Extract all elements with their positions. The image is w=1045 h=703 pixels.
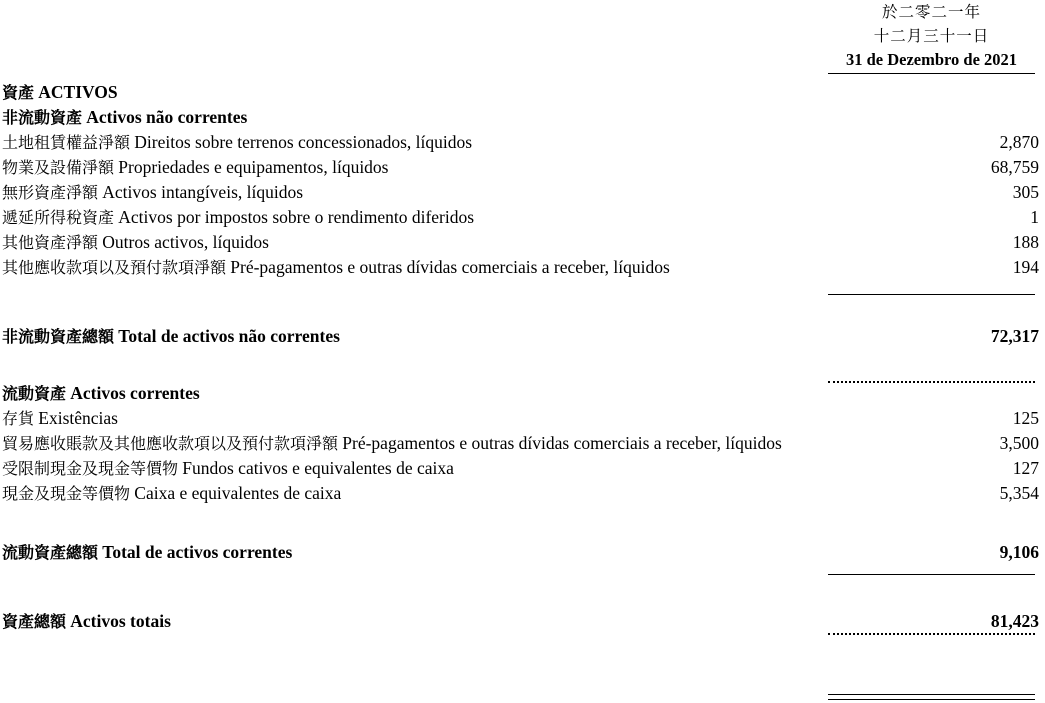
table-row <box>0 481 1045 506</box>
line-item-label-pt: Outros activos, líquidos <box>102 232 269 252</box>
line-item-label-pt: Activos por impostos sobre o rendimento diferidos <box>118 207 475 227</box>
line-item-label-cn: 現金及現金等價物 <box>2 484 131 503</box>
line-item-label-cn: 受限制現金及現金等價物 <box>2 459 179 478</box>
line-item-label-pt: Pré-pagamentos e outras dívidas comerciais a receber, líquidos <box>342 433 782 453</box>
non-current-total-label-cn: 非流動資產總額 <box>2 327 115 346</box>
current-title-pt: Activos correntes <box>70 383 200 403</box>
line-item-value: 127 <box>1012 458 1039 478</box>
line-item-label-cn: 土地租賃權益淨額 <box>2 133 131 152</box>
line-item-value: 194 <box>1012 257 1039 277</box>
line-item-label-cn: 遞延所得稅資產 <box>2 208 115 227</box>
line-item-label-pt: Propriedades e equipamentos, líquidos <box>118 157 389 177</box>
period-column-header <box>828 0 1035 74</box>
table-row <box>0 255 1045 280</box>
header-chinese-line-2: 十二月三十一日 <box>873 27 990 45</box>
table-row <box>0 130 1045 155</box>
current-title-cn: 流動資產 <box>2 384 67 403</box>
line-item-label-cn: 無形資產淨額 <box>2 183 99 202</box>
line-item-value: 5,354 <box>999 483 1039 503</box>
line-item-label-cn: 其他資產淨額 <box>2 233 99 252</box>
line-item-value: 68,759 <box>990 157 1039 177</box>
total-assets-double-rule <box>828 694 1035 700</box>
non-current-total-label-pt: Total de activos não correntes <box>118 326 340 346</box>
total-assets-label-pt: Activos totais <box>70 611 171 631</box>
current-total-label-cn: 流動資產總額 <box>2 543 99 562</box>
line-item-value: 305 <box>1012 182 1039 202</box>
current-total-label-pt: Total de activos correntes <box>102 542 293 562</box>
line-item-label-pt: Pré-pagamentos e outras dívidas comerciais a receber, líquidos <box>230 257 670 277</box>
table-row <box>0 205 1045 230</box>
assets-title-cn: 資產 <box>2 83 35 102</box>
table-row <box>0 180 1045 205</box>
line-item-label-pt: Fundos cativos e equivalentes de caixa <box>182 458 454 478</box>
non-current-items-subtotal-rule <box>828 294 1035 295</box>
header-chinese-line-1: 於二零二一年 <box>881 3 981 21</box>
header-underline <box>828 73 1035 74</box>
current-total-rule <box>828 633 1035 635</box>
current-items-subtotal-rule <box>828 574 1035 575</box>
line-item-label-cn: 其他應收款項以及預付款項淨額 <box>2 258 227 277</box>
non-current-total-rule <box>828 381 1035 383</box>
current-assets-total-row <box>0 540 1045 565</box>
non-current-assets-title <box>0 105 1045 130</box>
line-item-label-pt: Direitos sobre terrenos concessionados, líquidos <box>134 132 473 152</box>
table-row <box>0 406 1045 431</box>
line-item-label-cn: 物業及設備淨額 <box>2 158 115 177</box>
spacer <box>0 349 1045 381</box>
line-item-value: 2,870 <box>999 132 1039 152</box>
statement-body <box>0 80 1045 634</box>
current-assets-title <box>0 381 1045 406</box>
total-assets-row <box>0 609 1045 634</box>
line-item-value: 125 <box>1012 408 1039 428</box>
table-row <box>0 456 1045 481</box>
total-assets-value: 81,423 <box>990 611 1039 631</box>
line-item-value: 3,500 <box>999 433 1039 453</box>
table-row <box>0 431 1045 456</box>
spacer <box>0 565 1045 587</box>
non-current-assets-total-row <box>0 324 1045 349</box>
line-item-label-pt: Caixa e equivalentes de caixa <box>134 483 342 503</box>
current-total-value: 9,106 <box>999 542 1039 562</box>
spacer <box>0 587 1045 609</box>
line-item-label-cn: 貿易應收賬款及其他應收款項以及預付款項淨額 <box>2 434 339 453</box>
total-assets-label-cn: 資產總額 <box>2 612 67 631</box>
assets-title-pt: ACTIVOS <box>38 82 118 102</box>
spacer <box>0 506 1045 528</box>
line-item-label-pt: Activos intangíveis, líquidos <box>102 182 304 202</box>
header-portuguese-date: 31 de Dezembro de 2021 <box>845 50 1018 69</box>
non-current-title-cn: 非流動資產 <box>2 108 83 127</box>
non-current-title-pt: Activos não correntes <box>86 107 248 127</box>
line-item-value: 1 <box>1030 207 1039 227</box>
table-row <box>0 230 1045 255</box>
line-item-label-cn: 存貨 <box>2 409 35 428</box>
spacer <box>0 302 1045 324</box>
non-current-total-value: 72,317 <box>990 326 1039 346</box>
table-row <box>0 155 1045 180</box>
assets-section-title <box>0 80 1045 105</box>
line-item-value: 188 <box>1012 232 1039 252</box>
spacer <box>0 280 1045 302</box>
line-item-label-pt: Existências <box>38 408 118 428</box>
spacer <box>0 528 1045 540</box>
